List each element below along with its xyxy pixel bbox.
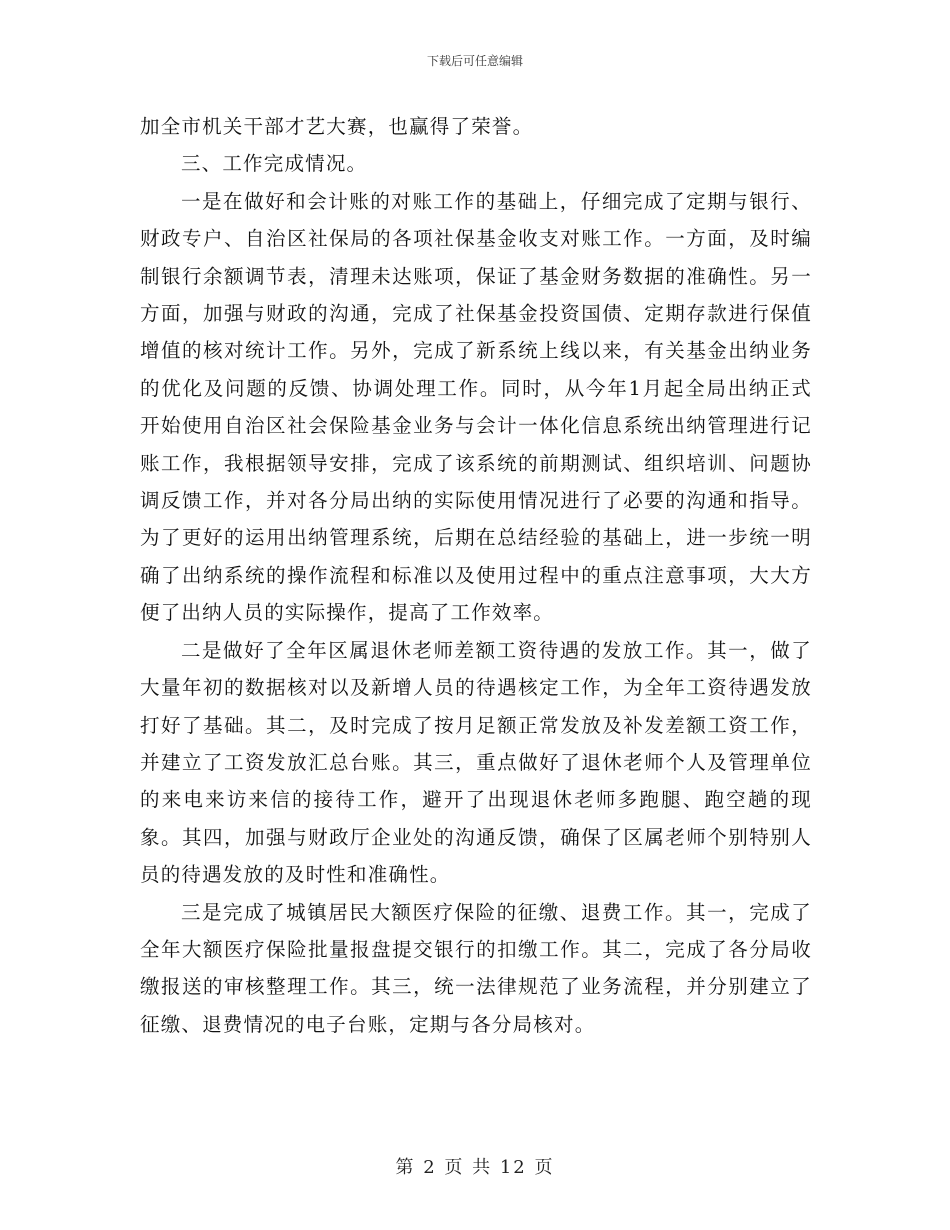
document-body — [140, 108, 812, 1043]
header-note: 下载后可任意编辑 — [426, 54, 523, 68]
paragraph-item-3: 三是完成了城镇居民大额医疗保险的征缴、退费工作。其一，完成了全年大额医疗保险批量报盘提交银行的扣缴工作。其二，完成了各分局收缴报送的审核整理工作。其三，统一法律规范了业务流程，并分别建立了征缴、退费情况的电子台账，定期与各分局核对。 — [140, 900, 812, 1036]
paragraph-item-2: 二是做好了全年区属退休老师差额工资待遇的发放工作。其一，做了大量年初的数据核对以及新增人员的待遇核定工作，为全年工资待遇发放打好了基础。其二，及时完成了按月足额正常发放及补发差额工资工作，并建立了工资发放汇总台账。其三，重点做好了退休老师个人及管理单位的来电来访来信的接待工作，避开了出现退休老师多跑腿、跑空趟的现象。其四，加强与财政厅企业处的沟通反馈，确保了区属老师个别特别人员的待遇发放的及时性和准确性。 — [140, 638, 812, 887]
paragraph-continuation: 加全市机关干部才艺大赛，也赢得了荣誉。 — [140, 115, 534, 138]
page-number-footer: 第 2 页 共 12 页 — [395, 1157, 555, 1178]
paragraph-item-1: 一是在做好和会计账的对账工作的基础上，仔细完成了定期与银行、财政专户、自治区社保局的各项社保基金收支对账工作。一方面，及时编制银行余额调节表，清理未达账项，保证了基金财务数据的准确性。另一方面，加强与财政的沟通，完成了社保基金投资国债、定期存款进行保值增值的核对统计工作。另外，完成了新系统上线以来，有关基金出纳业务的优化及问题的反馈、协调处理工作。同时，从今年1月起全局出纳正式开始使用自治区社会保险基金业务与会计一体化信息系统出纳管理进行记账工作，我根据领导安排，完成了该系统的前期测试、组织培训、问题协调反馈工作，并对各分局出纳的实际使用情况进行了必要的沟通和指导。为了更好的运用出纳管理系统，后期在总结经验的基础上，进一步统一明确了出纳系统的操作流程和标准以及使用过程中的重点注意事项，大大方便了出纳人员的实际操作，提高了工作效率。 — [140, 189, 812, 625]
section-heading: 三、工作完成情况。 — [180, 152, 368, 176]
